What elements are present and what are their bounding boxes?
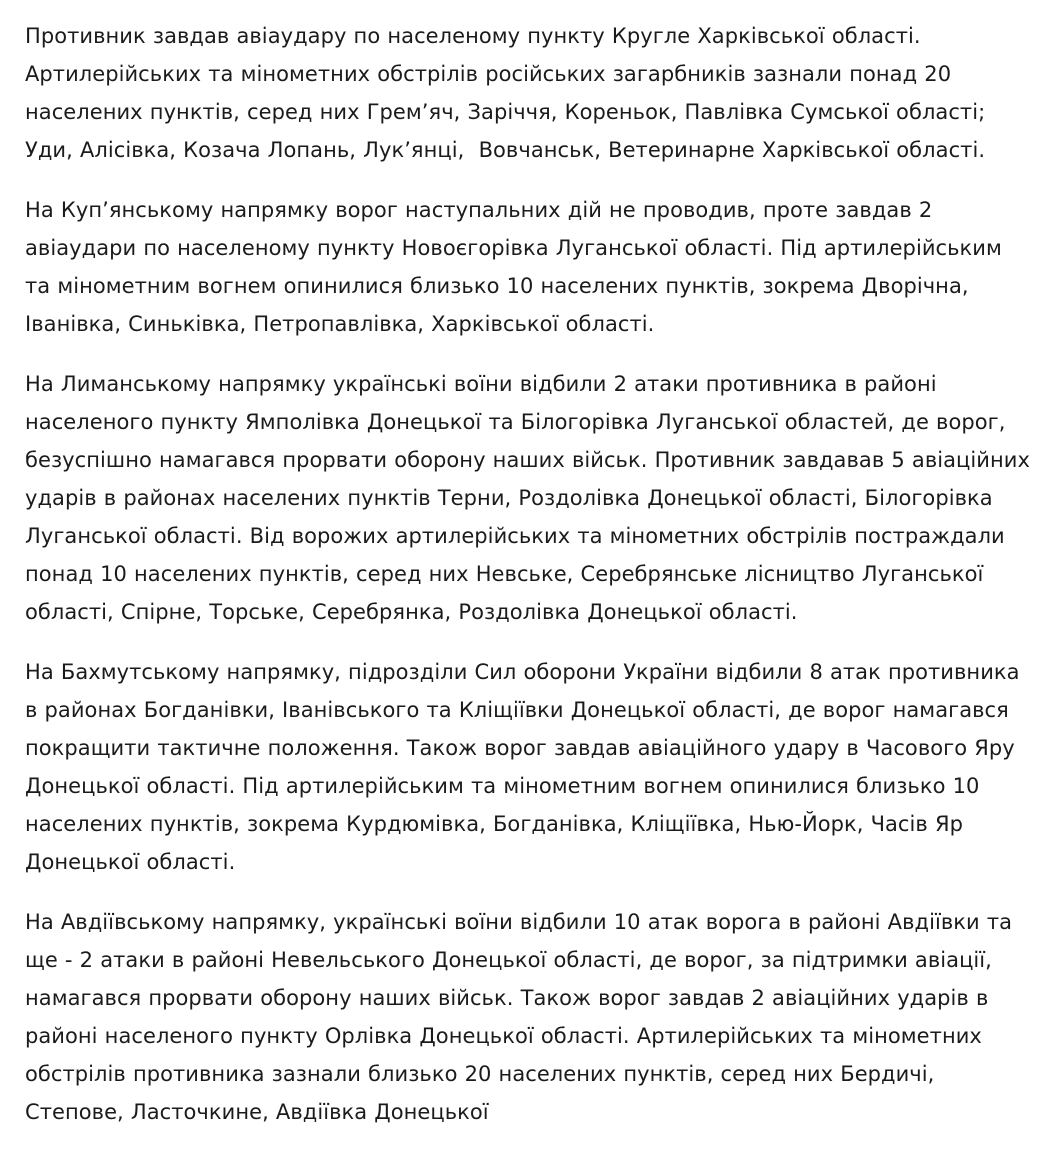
report-paragraph-bakhmut-direction: На Бахмутському напрямку, підрозділи Сил оборони України відбили 8 атак противника в районах Богданівки, Іванівського та Кліщіївки Донецької області, де ворог намагався покращити тактичне положення. Також ворог завдав авіаційного удару в Часового Яру Донецької області. Під артилерійським та мінометним вогнем опинилися близько 10 населених пунктів, зокрема Курдюмівка, Богданівка, Кліщіївка, Нью-Йорк, Часів Яр Донецької області. <box>25 660 1027 874</box>
report-paragraph-lyman-direction: На Лиманському напрямку українські воїни відбили 2 атаки противника в районі населеного пункту Ямполівка Донецької та Білогорівка Луганської областей, де ворог, безуспішно намагався прорвати оборону наших військ. Противник завдавав 5 авіаційних ударів в районах населених пунктів Терни, Роздолівка Донецької області, Білогорівка Луганської області. Від ворожих артилерійських та мінометних обстрілів постраждали понад 10 населених пунктів, серед них Невське, Серебрянське лісництво Луганської області, Спірне, Торське, Серебрянка, Роздолівка Донецької області. <box>25 372 1038 624</box>
report-paragraph-avdiivka-direction: На Авдіївському напрямку, українські воїни відбили 10 атак ворога в районі Авдіївки та ще - 2 атаки в районі Невельського Донецької області, де ворог, за підтримки авіації, намагався прорвати оборону наших військ. Також ворог завдав 2 авіаційних ударів в районі населеного пункту Орлівка Донецької області. Артилерійських та мінометних обстрілів противника зазнали близько 20 населених пунктів, серед них Бердичі, Степове, Ласточкине, Авдіївка Донецької <box>25 910 1020 1124</box>
report-paragraph-kruhle-kharkiv: Противник завдав авіаудару по населеному пункту Кругле Харківської області. Артилерійських та мінометних обстрілів російських загарбників зазнали понад 20 населених пунктів, серед них Грем’яч, Заріччя, Кореньок, Павлівка Сумської області; Уди, Алісівка, Козача Лопань, Лук’янці, Вовчанськ, Ветеринарне Харківської області. <box>25 24 993 162</box>
report-paragraph-kupiansk-direction: На Куп’янському напрямку ворог наступальних дій не проводив, проте завдав 2 авіаудари по населеному пункту Новоєгорівка Луганської області. Під артилерійським та мінометним вогнем опинилися близько 10 населених пунктів, зокрема Дворічна, Іванівка, Синьківка, Петропавлівка, Харківської області. <box>25 198 1010 336</box>
